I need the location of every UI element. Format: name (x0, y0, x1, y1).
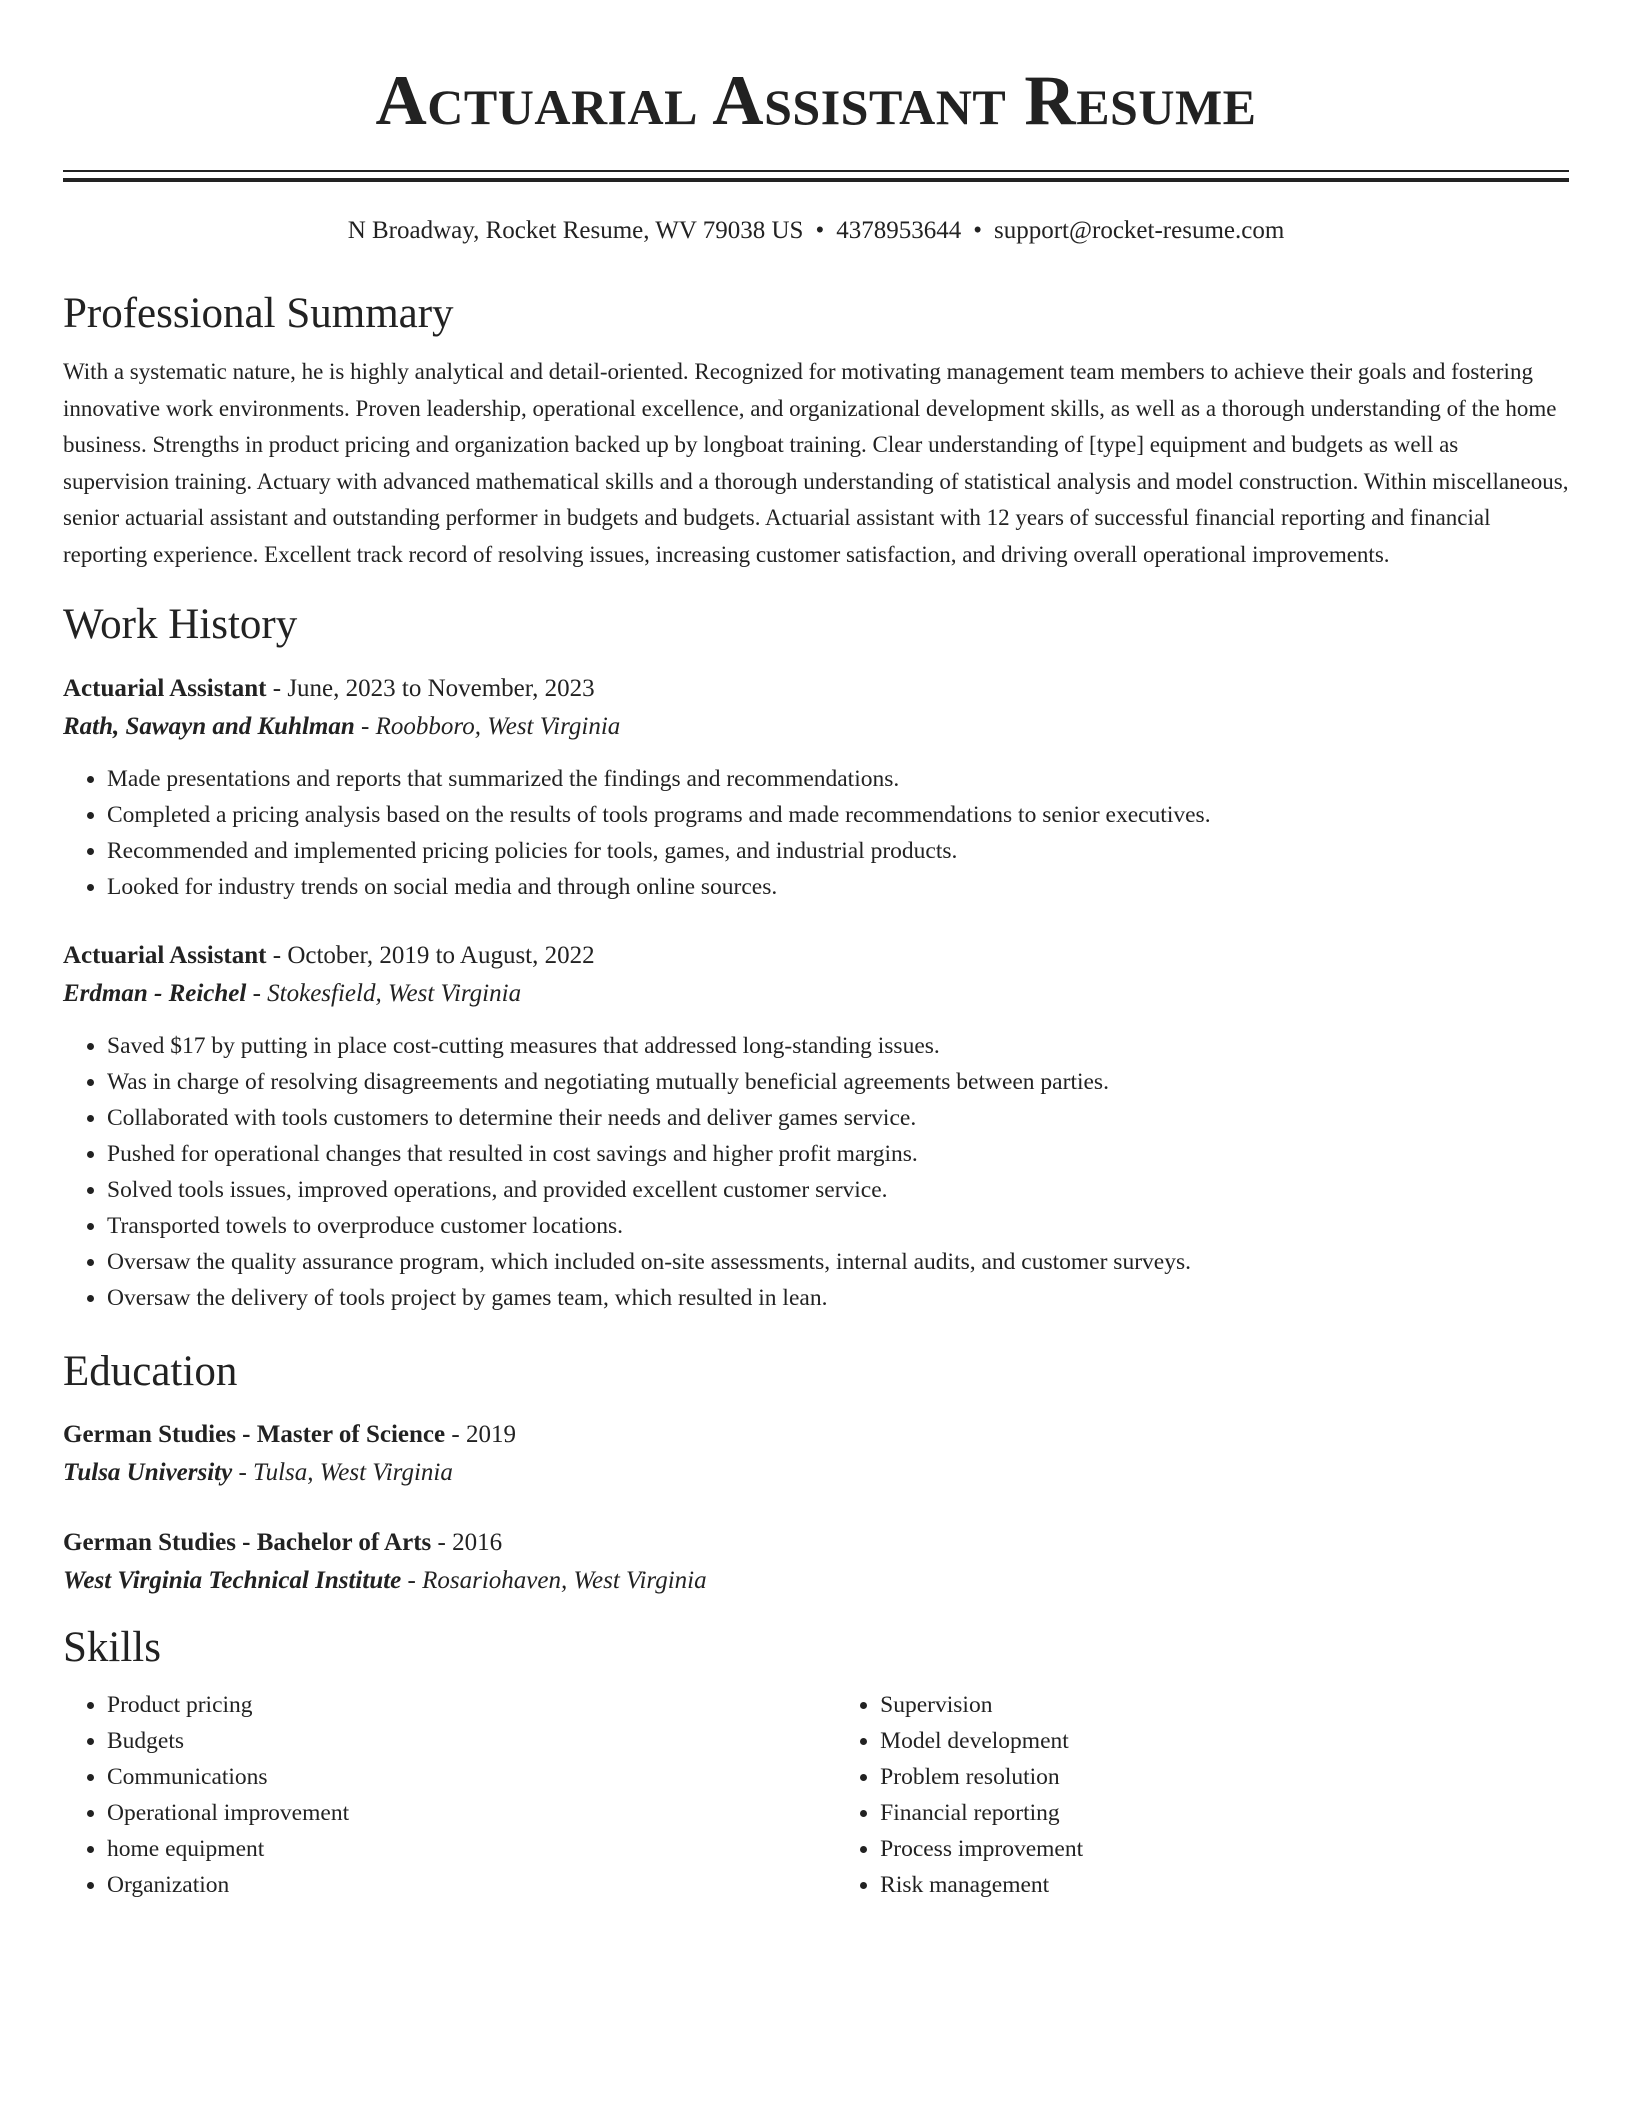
education-location: Rosariohaven, West Virginia (422, 1567, 707, 1594)
job-header (63, 937, 1569, 975)
job-company-line (63, 975, 1569, 1013)
dash: - (445, 1421, 466, 1448)
list-item: • Completed a pricing analysis based on the results of tools programs and made recommendations to senior executives. (107, 797, 1569, 833)
job-bullets (63, 761, 1569, 905)
dash: - (266, 675, 288, 702)
skill-item: • Product pricing (107, 1687, 836, 1723)
job-role: Actuarial Assistant (63, 675, 267, 702)
list-item: • Was in charge of resolving disagreements and negotiating mutually beneficial agreements between parties. (107, 1064, 1569, 1100)
education-entry (63, 1524, 1569, 1600)
contact-separator: • (815, 217, 825, 244)
education-school: West Virginia Technical Institute (63, 1567, 402, 1594)
job-location: Roobboro, West Virginia (375, 713, 621, 740)
job-dates: October, 2019 to August, 2022 (287, 942, 595, 969)
list-item: • Pushed for operational changes that resulted in cost savings and higher profit margins. (107, 1136, 1569, 1172)
skill-item: • Organization (107, 1867, 836, 1903)
education-header (63, 1524, 1569, 1562)
skill-item: • Risk management (880, 1867, 1569, 1903)
education-school-line (63, 1562, 1569, 1600)
skill-item: • Problem resolution (880, 1759, 1569, 1795)
contact-line (63, 214, 1569, 248)
skills-columns (63, 1687, 1569, 1903)
education-year: 2016 (452, 1529, 503, 1556)
skill-item: • home equipment (107, 1831, 836, 1867)
skills-left-list (63, 1687, 836, 1903)
skills-right-list (836, 1687, 1569, 1903)
skill-item: • Financial reporting (880, 1795, 1569, 1831)
list-item: • Collaborated with tools customers to determine their needs and deliver games service. (107, 1100, 1569, 1136)
job-company: Rath, Sawayn and Kuhlman (63, 713, 355, 740)
job-entry (63, 937, 1569, 1316)
job-dates: June, 2023 to November, 2023 (287, 675, 595, 702)
skill-item: • Process improvement (880, 1831, 1569, 1867)
list-item: • Saved $17 by putting in place cost-cutting measures that addressed long-standing issues. (107, 1028, 1569, 1064)
contact-email: support@rocket-resume.com (993, 217, 1285, 244)
work-history-heading: Work History (63, 601, 298, 648)
skill-item: • Supervision (880, 1687, 1569, 1723)
job-role: Actuarial Assistant (63, 942, 267, 969)
skills-heading: Skills (63, 1624, 161, 1671)
education-school-line (63, 1454, 1569, 1492)
dash: - (266, 942, 288, 969)
summary-heading: Professional Summary (63, 290, 454, 337)
education-header (63, 1416, 1569, 1454)
dash: - (232, 1459, 254, 1486)
title-rule-thick (63, 178, 1569, 182)
skill-item: • Operational improvement (107, 1795, 836, 1831)
dash: - (246, 980, 268, 1007)
contact-separator: • (973, 217, 982, 244)
education-degree: German Studies - Bachelor of Arts (63, 1529, 432, 1556)
job-company: Erdman - Reichel (63, 980, 247, 1007)
list-item: • Recommended and implemented pricing policies for tools, games, and industrial products. (107, 833, 1569, 869)
job-bullets (63, 1028, 1569, 1316)
education-year: 2019 (465, 1421, 516, 1448)
job-entry (63, 670, 1569, 905)
dash: - (431, 1529, 453, 1556)
dash: - (354, 713, 376, 740)
education-heading: Education (63, 1348, 238, 1395)
job-header (63, 670, 1569, 708)
contact-phone: 4378953644 (836, 217, 962, 244)
dash: - (401, 1567, 423, 1594)
list-item: • Transported towels to overproduce customer locations. (107, 1208, 1569, 1244)
job-location: Stokesfield, West Virginia (267, 980, 522, 1007)
list-item: • Solved tools issues, improved operations, and provided excellent customer service. (107, 1172, 1569, 1208)
list-item: • Made presentations and reports that summarized the findings and recommendations. (107, 761, 1569, 797)
list-item: • Oversaw the quality assurance program, which included on-site assessments, internal audits, and customer surveys. (107, 1244, 1569, 1280)
skill-item: • Model development (880, 1723, 1569, 1759)
summary-text: With a systematic nature, he is highly analytical and detail-oriented. Recognized for motivating management team members to achieve their goals and fostering innovative work environments. Proven leadership, operational excellence, and organizational development skills, as well as a thorough understanding of the home business. Strengths in product pricing and organization backed up by longboat training. Clear understanding of [type] equipment and budgets as well as supervision training. Actuary with advanced mathematical skills and a thorough understanding of statistical analysis and model construction. Within miscellaneous, senior actuarial assistant and outstanding performer in budgets and budgets. Actuarial assistant with 12 years of successful financial reporting and financial reporting experience. Excellent track record of resolving issues, increasing customer satisfaction, and driving overall operational improvements. (63, 359, 1569, 567)
contact-address: N Broadway, Rocket Resume, WV 79038 US (347, 217, 804, 244)
title-rule-thin (63, 170, 1569, 172)
skill-item: • Communications (107, 1759, 836, 1795)
education-school: Tulsa University (63, 1459, 233, 1486)
job-company-line (63, 708, 1569, 746)
education-degree: German Studies - Master of Science (63, 1421, 446, 1448)
list-item: • Looked for industry trends on social media and through online sources. (107, 869, 1569, 905)
skill-item: • Budgets (107, 1723, 836, 1759)
list-item: • Oversaw the delivery of tools project by games team, which resulted in lean. (107, 1280, 1569, 1316)
education-entry (63, 1416, 1569, 1492)
education-location: Tulsa, West Virginia (253, 1459, 453, 1486)
resume-title: Actuarial Assistant Resume (375, 62, 1257, 140)
